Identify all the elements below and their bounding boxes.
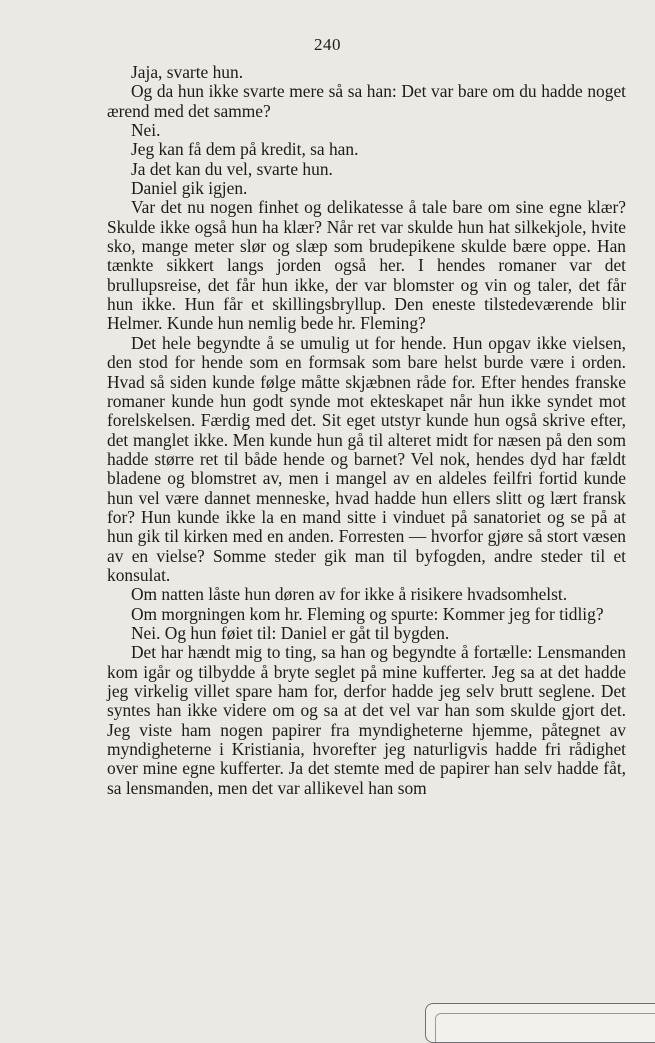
body-text xyxy=(107,63,626,798)
paragraph: Ja det kan du vel, svarte hun. xyxy=(131,158,333,179)
paragraph: Om morgningen kom hr. Fleming og spurte: Kommer jeg for tidlig? xyxy=(131,603,604,624)
paragraph: Det har hændt mig to ting, sa han og begyndte å fortælle: Lensmanden kom igår og tilbydde å bryte seglet på mine kufferter. Jeg sa at det hadde jeg virkelig villet spare ham for, derfor hadde jeg selv brutt seglene. Det syntes han ikke videre om og sa at det vel var han som skulde gjort det. Jeg viste ham nogen papirer fra myndigheterne hjemme, påtegnet av myndigheterne i Kristiania, hvorefter jeg naturligvis hadde fri rådighet over mine egne kufferter. Ja det stemte med de papirer han selv hadde fåt, sa lensmanden, men det var allikevel han som xyxy=(107,642,626,798)
paragraph: Om natten låste hun døren av for ikke å risikere hvadsomhelst. xyxy=(131,584,568,605)
paragraph: Daniel gik igjen. xyxy=(131,178,248,199)
paragraph: Nei. xyxy=(131,120,161,141)
paragraph: Jeg kan få dem på kredit, sa han. xyxy=(131,139,359,160)
paragraph: Og da hun ikke svarte mere så sa han: Det var bare om du hadde noget ærend med det samme? xyxy=(107,81,626,121)
paragraph: Var det nu nogen finhet og delikatesse å tale bare om sine egne klær? Skulde ikke også hun ha klær? Når ret var skulde hun hat silkekjole, hvite sko, mange meter slør og slæp som brudepikene skulde bære oppe. Han tænkte sikkert langs jorden også her. I hendes romaner var det brullupsreise, det får hun ikke, der var blomster og vin og taler, det får hun ikke. Hun får et skillingsbryllup. Den eneste tilstedeværende blir Helmer. Kunde hun nemlig bede hr. Fleming? xyxy=(107,197,626,334)
paragraph: Jaja, svarte hun. xyxy=(131,62,244,82)
paragraph: Nei. Og hun føiet til: Daniel er gåt til bygden. xyxy=(131,622,450,643)
page-number: 240 xyxy=(314,35,341,54)
paragraph: Det hele begyndte å se umulig ut for hende. Hun opgav ikke vielsen, den stod for hende som en formsak som bare helst burde være i orden. Hvad så siden kunde følge måtte skjæbnen råde for. Efter hendes franske romaner kunde hun godt synde mot ekteskapet når hun ikke syndet mot forelskelsen. Færdig med det. Sit eget utstyr kunde hun også skrive efter, det manglet ikke. Men kunde hun gå til alteret midt for næsen på den som hadde større ret til både hende og barnet? Vel nok, hendes dyd har fældt bladene og blomstret av, men i mangel av en aldeles feilfri fortid kunde hun vel være dannet menneske, hvad hadde hun ellers slitt og lært fransk for? Hun kunde ikke la en mand sitte i vinduet på sanatoriet og se på at hun gik til kirken med en anden. Forresten — hvorfor gjøre så stort væsen av en vielse? Somme steder gik man til byfogden, andre steder til et konsulat. xyxy=(107,332,626,585)
scan-corner-inner xyxy=(435,1013,655,1042)
scan-corner-mark xyxy=(425,1003,655,1043)
